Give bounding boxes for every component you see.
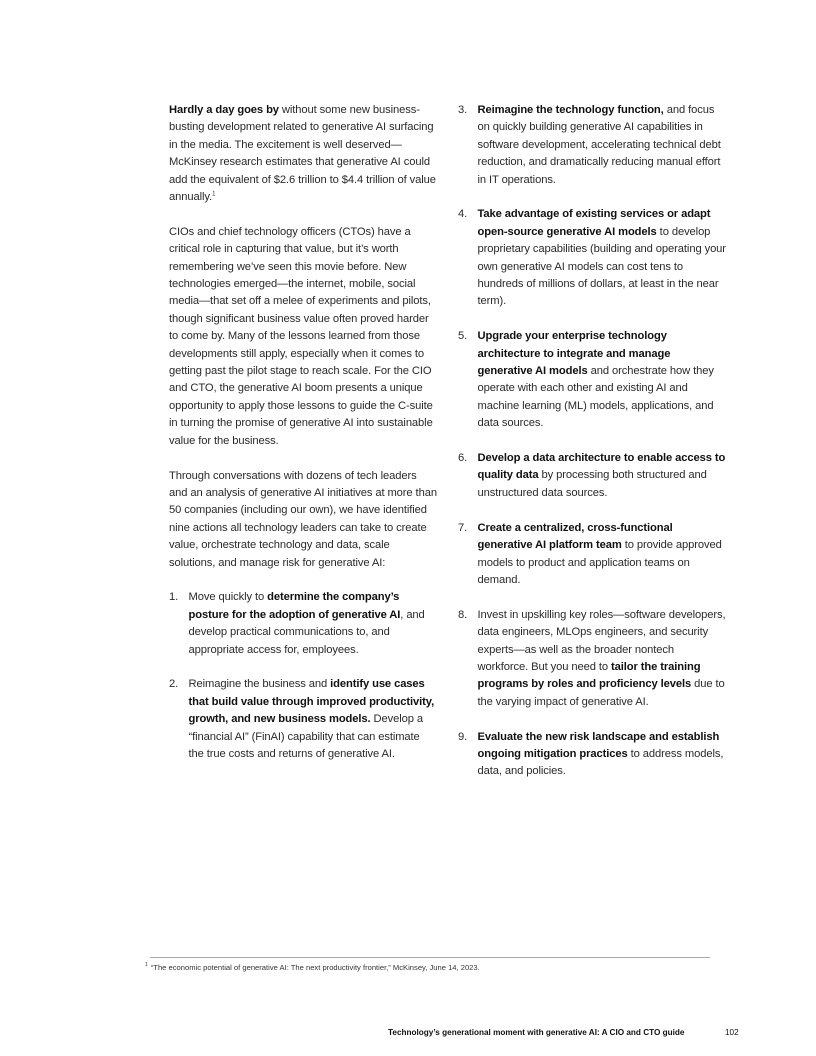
action-text: Develop a “financial AI” (FinAI) capability that can estimate the true costs and returns of generative AI. <box>188 713 424 760</box>
action-text: by processing both structured and unstructured data sources. <box>477 469 707 499</box>
action-text: due to the varying impact of generative AI. <box>477 678 725 708</box>
action-number: 6. <box>458 452 468 465</box>
right-column <box>458 102 726 798</box>
action-text: , and develop practical communications to, and appropriate access for, employees. <box>188 608 425 656</box>
action-item <box>169 589 437 659</box>
footnote-divider <box>150 957 710 958</box>
action-item <box>169 676 437 763</box>
action-number: 9. <box>458 730 468 743</box>
action-highlight: Upgrade your enterprise technology architecture to integrate and manage generative AI models <box>477 330 671 378</box>
action-number: 3. <box>458 104 468 116</box>
action-text: and orchestrate how they operate with each other and existing AI and machine learning (ML) models, applications, and data sources. <box>477 365 714 430</box>
actions-list-right <box>458 102 726 781</box>
action-highlight: Evaluate the new risk landscape and establish ongoing mitigation practices <box>477 730 720 760</box>
footnote-ref[interactable]: 1 <box>212 191 216 198</box>
action-item <box>458 607 726 711</box>
footnote-text: “The economic potential of generative AI: The next productivity frontier,” McKinsey, June 14, 2023. <box>150 963 480 972</box>
action-text: and focus on quickly building generative AI capabilities in software development, accelerating technical debt reduction, and dramatically reducing manual effort in IT operations. <box>477 104 721 186</box>
action-number: 1. <box>169 591 179 604</box>
action-item <box>458 450 726 502</box>
action-text: Reimagine the business and <box>188 678 331 691</box>
action-item <box>458 102 726 189</box>
action-number: 2. <box>169 678 179 691</box>
actions-list-left <box>169 589 437 763</box>
action-highlight: Take advantage of existing services or adapt open-source generative AI models <box>477 208 711 238</box>
action-item <box>458 328 726 432</box>
action-text: to provide approved models to product and application teams on demand. <box>477 539 722 586</box>
footnote-number: 1 <box>145 962 148 969</box>
action-item <box>458 206 726 310</box>
action-highlight: determine the company’s posture for the adoption of generative AI <box>188 591 401 621</box>
intro-text: without some new business-busting development related to generative AI surfacing in the media. The excitement is well deserved—McKinsey research estimates that generative AI could add the equivalent of $2.6 trillion to $4.4 trillion of value annually. <box>169 104 436 204</box>
page-number: 102 <box>725 1028 739 1037</box>
left-column <box>169 102 437 781</box>
action-highlight: tailor the training programs by roles and proficiency levels <box>477 660 701 691</box>
action-number: 5. <box>458 330 468 343</box>
intro-paragraph-3: Through conversations with dozens of tech leaders and an analysis of generative AI initiatives at more than 50 companies (including our own), we have identified nine actions all technology leaders can take to create value, orchestrate technology and data, scale solutions, and manage risk for generative AI: <box>169 469 437 569</box>
action-text: Move quickly to <box>188 591 268 604</box>
action-text: Invest in upskilling key roles—software developers, data engineers, MLOps engineers, and security experts—as well as the broader nontech workforce. But you need to <box>477 608 726 673</box>
action-number: 8. <box>458 608 468 621</box>
action-highlight: identify use cases that build value through improved productivity, growth, and new business models. <box>188 678 435 726</box>
lead-in: Hardly a day goes by <box>169 104 279 116</box>
action-text: to address models, data, and policies. <box>477 747 724 778</box>
action-highlight: Develop a data architecture to enable access to quality data <box>477 452 726 482</box>
footnote <box>145 963 480 972</box>
action-number: 4. <box>458 208 468 221</box>
action-highlight: Create a centralized, cross-functional generative AI platform team <box>477 521 673 552</box>
intro-paragraph-1 <box>169 102 437 206</box>
action-number: 7. <box>458 521 468 534</box>
action-item <box>458 729 726 781</box>
intro-paragraph-2: CIOs and chief technology officers (CTOs) have a critical role in capturing that value, but it’s worth remembering we’ve seen this movie before. New technologies emerged—the internet, mobile, social media—that set off a melee of experiments and pilots, though significant business value often proved harder to come by. Many of the lessons learned from those developments still apply, especially when it comes to getting past the pilot stage to reach scale. For the CIO and CTO, the generative AI boom presents a unique opportunity to apply those lessons to guide the C-suite in turning the promise of generative AI into sustainable value for the business. <box>169 225 433 447</box>
action-text: to develop proprietary capabilities (building and operating your own generative AI models can cost tens to hundreds of millions of dollars, at least in the near term). <box>477 225 726 308</box>
action-item <box>458 520 726 590</box>
running-footer-title: Technology’s generational moment with generative AI: A CIO and CTO guide <box>388 1028 685 1037</box>
action-highlight: Reimagine the technology function, <box>477 104 664 116</box>
